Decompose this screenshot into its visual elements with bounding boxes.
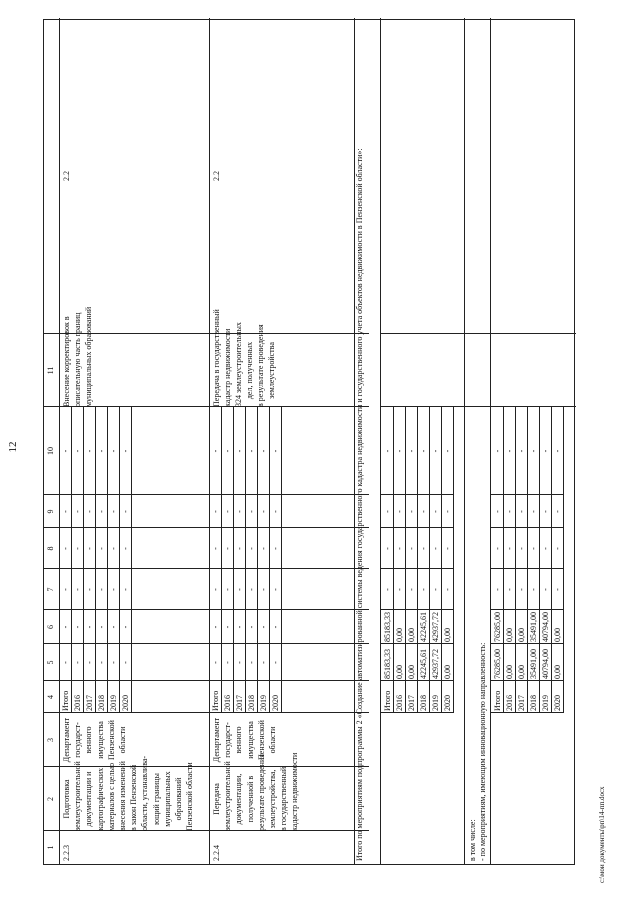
subtotal-year: 2020 (443, 695, 452, 711)
dash-cell: - (73, 449, 82, 453)
activity-name-line: картографических (95, 767, 105, 831)
subtotal-col5: 0,00 (407, 665, 416, 679)
year-row-rule (281, 407, 282, 713)
year-row-rule (503, 407, 504, 713)
dash-cell: - (121, 661, 130, 664)
dash-cell: - (383, 510, 392, 513)
dash-cell: - (553, 588, 562, 591)
year-row-rule (393, 407, 394, 713)
dash-cell: - (505, 588, 514, 591)
dash-cell: - (61, 625, 70, 629)
dash-cell: - (419, 510, 428, 513)
dash-cell: - (109, 510, 118, 513)
year-row-rule (563, 407, 564, 713)
result-line: кадастр недвижимости (223, 328, 232, 407)
dash-cell: - (61, 661, 70, 664)
dash-cell: - (407, 510, 416, 513)
dash-cell: - (109, 449, 118, 453)
header-rule (59, 18, 60, 864)
dash-cell: - (529, 588, 538, 591)
dash-cell: - (223, 625, 232, 629)
dash-cell: - (211, 510, 220, 513)
column-header-11: 11 (46, 366, 55, 375)
dash-cell: - (383, 588, 392, 591)
dash-cell: - (73, 547, 82, 550)
dash-cell: - (259, 449, 268, 453)
dash-cell: - (505, 449, 514, 453)
year-row-rule (119, 407, 120, 713)
dash-cell: - (517, 510, 526, 513)
column-header-5: 5 (46, 660, 55, 665)
dash-cell: - (121, 510, 130, 513)
activity-name-line: землеустройства, (268, 769, 277, 829)
dash-cell: - (247, 588, 256, 591)
dash-cell: - (235, 449, 244, 453)
year-row-rule (107, 407, 108, 713)
indicator-link: 2.2 (62, 171, 71, 181)
result-line: дел, полученных (245, 341, 254, 400)
year-label: 2018 (97, 695, 106, 711)
column-header-3: 3 (46, 738, 55, 742)
dash-cell: - (109, 661, 118, 664)
dash-cell: - (211, 547, 220, 550)
year-row-rule (233, 407, 234, 713)
year-row-rule (429, 407, 430, 713)
dash-cell: - (61, 449, 70, 453)
dash-cell: - (223, 588, 232, 591)
dash-cell: - (247, 625, 256, 629)
dash-cell: - (121, 449, 130, 453)
dash-cell: - (85, 661, 94, 664)
dash-cell: - (395, 510, 404, 513)
year-row-rule (245, 407, 246, 713)
activity-name-line: кадастр недвижимости (290, 752, 300, 831)
dash-cell: - (211, 449, 220, 453)
dash-cell: - (383, 547, 392, 550)
dash-cell: - (85, 510, 94, 513)
year-label: Итого (61, 690, 70, 711)
dash-cell: - (97, 547, 106, 550)
subtotal-year: 2017 (407, 695, 416, 711)
dash-cell: - (85, 625, 94, 629)
column-rule (380, 406, 464, 407)
dash-cell: - (407, 547, 416, 550)
innovation-year: 2016 (505, 695, 514, 711)
row-rule (464, 18, 465, 864)
year-row-rule (515, 407, 516, 713)
dash-cell: - (235, 625, 244, 629)
innovation-col6: 0,00 (553, 628, 562, 642)
executor-line: области (268, 726, 277, 754)
innovation-col6: 76285,00 (493, 612, 502, 642)
dash-cell: - (431, 588, 440, 591)
year-row-rule (131, 407, 132, 713)
result-line: 324 землеустроительных (234, 322, 243, 407)
dash-cell: - (121, 547, 130, 550)
result-line: Внесение корректировок в (62, 316, 71, 407)
year-row-rule (257, 407, 258, 713)
innovation-year: 2017 (517, 695, 526, 711)
innovation-col5: 40794,00 (541, 649, 550, 679)
activity-name-line: землеустроительной (223, 761, 233, 831)
year-label: 2016 (223, 695, 232, 711)
subtotal-col5: 0,00 (443, 665, 452, 679)
dash-cell: - (529, 547, 538, 550)
year-row-rule (83, 407, 84, 713)
executor-line: венного (234, 726, 244, 754)
innovation-year: 2020 (553, 695, 562, 711)
executor-line: Департамент (62, 717, 71, 763)
dash-cell: - (271, 547, 280, 550)
subtotal-col6: 0,00 (443, 628, 452, 642)
dash-cell: - (73, 510, 82, 513)
activity-name-line: результате проведения (256, 754, 266, 831)
dash-cell: - (553, 547, 562, 550)
row-number: 2.2.3 (62, 845, 71, 861)
including-label: в том числе: (468, 819, 477, 861)
dash-cell: - (223, 510, 232, 513)
dash-cell: - (419, 588, 428, 591)
dash-cell: - (407, 588, 416, 591)
dash-cell: - (443, 510, 452, 513)
activity-name-line: материалов с целью (106, 762, 116, 831)
dash-cell: - (431, 510, 440, 513)
innovation-col6: 0,00 (517, 628, 526, 642)
dash-cell: - (85, 547, 94, 550)
activity-name-line: документации, (234, 773, 244, 825)
dash-cell: - (517, 588, 526, 591)
result-line: муниципальных образований (84, 306, 93, 407)
innovation-col5: 0,00 (505, 665, 514, 679)
dash-cell: - (271, 588, 280, 591)
activity-name-line: землеустроительной (73, 761, 83, 831)
dash-cell: - (247, 547, 256, 550)
row-number: 2.2.4 (212, 845, 221, 861)
year-label: 2016 (73, 695, 82, 711)
executor-line: области (118, 726, 127, 754)
year-label: Итого (211, 690, 220, 711)
year-row-rule (417, 407, 418, 713)
year-label: 2017 (85, 695, 94, 711)
dash-cell: - (211, 588, 220, 591)
executor-line: государст- (73, 722, 83, 758)
subtotal-col6: 42245,61 (419, 612, 428, 642)
activity-name-line: внесения изменений (118, 761, 127, 831)
dash-cell: - (443, 547, 452, 550)
dash-cell: - (493, 510, 502, 513)
dash-cell: - (517, 449, 526, 453)
dash-cell: - (247, 661, 256, 664)
dash-cell: - (73, 661, 82, 664)
innovation-col5: 0,00 (553, 665, 562, 679)
activity-name-line: в закон Пензенской (129, 764, 139, 831)
year-row-rule (71, 407, 72, 713)
dash-cell: - (97, 510, 106, 513)
dash-cell: - (407, 449, 416, 453)
executor-line: государст- (223, 722, 233, 758)
dash-cell: - (443, 449, 452, 453)
page-number: 12 (7, 441, 19, 453)
innovation-year: Итого (493, 690, 502, 711)
result-line: описательную часть границ (73, 312, 82, 407)
executor-line: Пензенской (106, 720, 116, 760)
column-header-9: 9 (46, 509, 55, 514)
dash-cell: - (235, 547, 244, 550)
innovation-col5: 0,00 (517, 665, 526, 679)
dash-cell: - (517, 547, 526, 550)
dash-cell: - (541, 510, 550, 513)
year-row-rule (527, 407, 528, 713)
column-header-6: 6 (46, 625, 55, 629)
dash-cell: - (529, 510, 538, 513)
dash-cell: - (211, 625, 220, 629)
dash-cell: - (61, 510, 70, 513)
year-row-rule (269, 407, 270, 713)
dash-cell: - (223, 547, 232, 550)
dash-cell: - (259, 661, 268, 664)
dash-cell: - (271, 661, 280, 664)
dash-cell: - (235, 661, 244, 664)
executor-line: Пензенской (256, 720, 266, 760)
column-header-4: 4 (46, 695, 55, 699)
activity-name-line: Передача (212, 783, 221, 815)
row-rule (490, 18, 491, 864)
dash-cell: - (97, 588, 106, 591)
innovation-col5: 35491,00 (529, 649, 538, 679)
subtotal-year: Итого (383, 690, 392, 711)
innovation-col6: 35491,00 (529, 612, 538, 642)
subtotal-label: Итого по мероприятиям подпрограммы 2 «Создание автоматизированной системы ведения государственного кадастра недвижимости и государственного учета объектов недвижимости в Пензенской области»: (355, 148, 364, 861)
column-rule (380, 333, 464, 334)
budget-table (43, 19, 575, 865)
activity-name-line: области, устанавлива- (140, 755, 150, 831)
dash-cell: - (505, 510, 514, 513)
dash-cell: - (109, 588, 118, 591)
subtotal-col6: 85183,33 (383, 612, 392, 642)
column-header-1: 1 (46, 845, 55, 850)
result-line: Передача в государственный (212, 309, 221, 407)
activity-name-line: полученной в (245, 775, 255, 823)
dash-cell: - (85, 588, 94, 591)
dash-cell: - (259, 625, 268, 629)
year-label: 2019 (259, 695, 268, 711)
dash-cell: - (271, 510, 280, 513)
subtotal-col6: 0,00 (395, 628, 404, 642)
dash-cell: - (85, 449, 94, 453)
dash-cell: - (529, 449, 538, 453)
dash-cell: - (247, 449, 256, 453)
year-row-rule (539, 407, 540, 713)
year-label: 2020 (271, 695, 280, 711)
innovation-col6: 0,00 (505, 628, 514, 642)
year-label: 2020 (121, 695, 130, 711)
dash-cell: - (259, 588, 268, 591)
result-line: в результате проведения (256, 324, 265, 407)
dash-cell: - (431, 547, 440, 550)
year-row-rule (453, 407, 454, 713)
activity-name-line: ющий границы (151, 773, 161, 825)
dash-cell: - (443, 588, 452, 591)
dash-cell: - (247, 510, 256, 513)
dash-cell: - (541, 588, 550, 591)
dash-cell: - (419, 449, 428, 453)
year-label: 2017 (235, 695, 244, 711)
year-row-rule (441, 407, 442, 713)
executor-line: имущества (245, 721, 255, 759)
executor-line: имущества (95, 721, 105, 759)
dash-cell: - (235, 510, 244, 513)
innovation-col6: 40794,00 (541, 612, 550, 642)
dash-cell: - (505, 547, 514, 550)
column-rule (464, 333, 576, 334)
year-row-rule (551, 407, 552, 713)
dash-cell: - (61, 547, 70, 550)
result-line: землеустройства (267, 342, 276, 399)
dash-cell: - (395, 547, 404, 550)
innovation-year: 2018 (529, 695, 538, 711)
dash-cell: - (395, 588, 404, 591)
dash-cell: - (97, 449, 106, 453)
dash-cell: - (259, 547, 268, 550)
dash-cell: - (493, 547, 502, 550)
column-header-7: 7 (46, 587, 55, 592)
column-header-8: 8 (46, 546, 55, 551)
year-label: 2018 (247, 695, 256, 711)
subtotal-col6: 42937,72 (431, 612, 440, 642)
dash-cell: - (493, 588, 502, 591)
dash-cell: - (97, 661, 106, 664)
year-row-rule (95, 407, 96, 713)
dash-cell: - (431, 449, 440, 453)
subtotal-col6: 0,00 (407, 628, 416, 642)
dash-cell: - (235, 588, 244, 591)
dash-cell: - (97, 625, 106, 629)
activity-name-line: образований (174, 777, 183, 821)
dash-cell: - (271, 625, 280, 629)
dash-cell: - (259, 510, 268, 513)
dash-cell: - (271, 449, 280, 453)
activity-name-line: в государственный (279, 766, 289, 831)
innovation-year: 2019 (541, 695, 550, 711)
dash-cell: - (223, 661, 232, 664)
year-row-rule (405, 407, 406, 713)
column-rule (464, 406, 576, 407)
dash-cell: - (541, 547, 550, 550)
dash-cell: - (383, 449, 392, 453)
activity-name-line: Подготовка (62, 779, 71, 819)
dash-cell: - (73, 625, 82, 629)
innovation-col5: 76285,00 (493, 649, 502, 679)
dash-cell: - (211, 661, 220, 664)
dash-cell: - (553, 449, 562, 453)
dash-cell: - (419, 547, 428, 550)
subtotal-label-rule (380, 18, 381, 864)
subtotal-year: 2019 (431, 695, 440, 711)
footer-path: c:\мои документы\рп\14-пп.docx (598, 786, 606, 883)
executor-line: венного (84, 726, 94, 754)
row-rule (209, 18, 210, 864)
activity-name-line: муниципальных (162, 771, 172, 827)
dash-cell: - (109, 547, 118, 550)
dash-cell: - (541, 449, 550, 453)
dash-cell: - (121, 588, 130, 591)
subtotal-col5: 0,00 (395, 665, 404, 679)
dash-cell: - (121, 625, 130, 629)
column-header-2: 2 (46, 797, 55, 801)
innovation-label: - по мероприятиям, имеющим инновационную направленность: (478, 642, 487, 861)
activity-name-line: Пензенской области (185, 762, 195, 831)
year-row-rule (221, 407, 222, 713)
year-label: 2019 (109, 695, 118, 711)
dash-cell: - (553, 510, 562, 513)
executor-line: Департамент (212, 717, 221, 763)
dash-cell: - (73, 588, 82, 591)
dash-cell: - (395, 449, 404, 453)
dash-cell: - (493, 449, 502, 453)
dash-cell: - (223, 449, 232, 453)
column-header-10: 10 (46, 447, 55, 455)
subtotal-col5: 85183,33 (383, 649, 392, 679)
dash-cell: - (61, 588, 70, 591)
indicator-link: 2.2 (212, 171, 221, 181)
subtotal-year: 2018 (419, 695, 428, 711)
activity-name-line: документации и (84, 771, 94, 827)
subtotal-year: 2016 (395, 695, 404, 711)
dash-cell: - (109, 625, 118, 629)
subtotal-col5: 42937,72 (431, 649, 440, 679)
subtotal-col5: 42245,61 (419, 649, 428, 679)
